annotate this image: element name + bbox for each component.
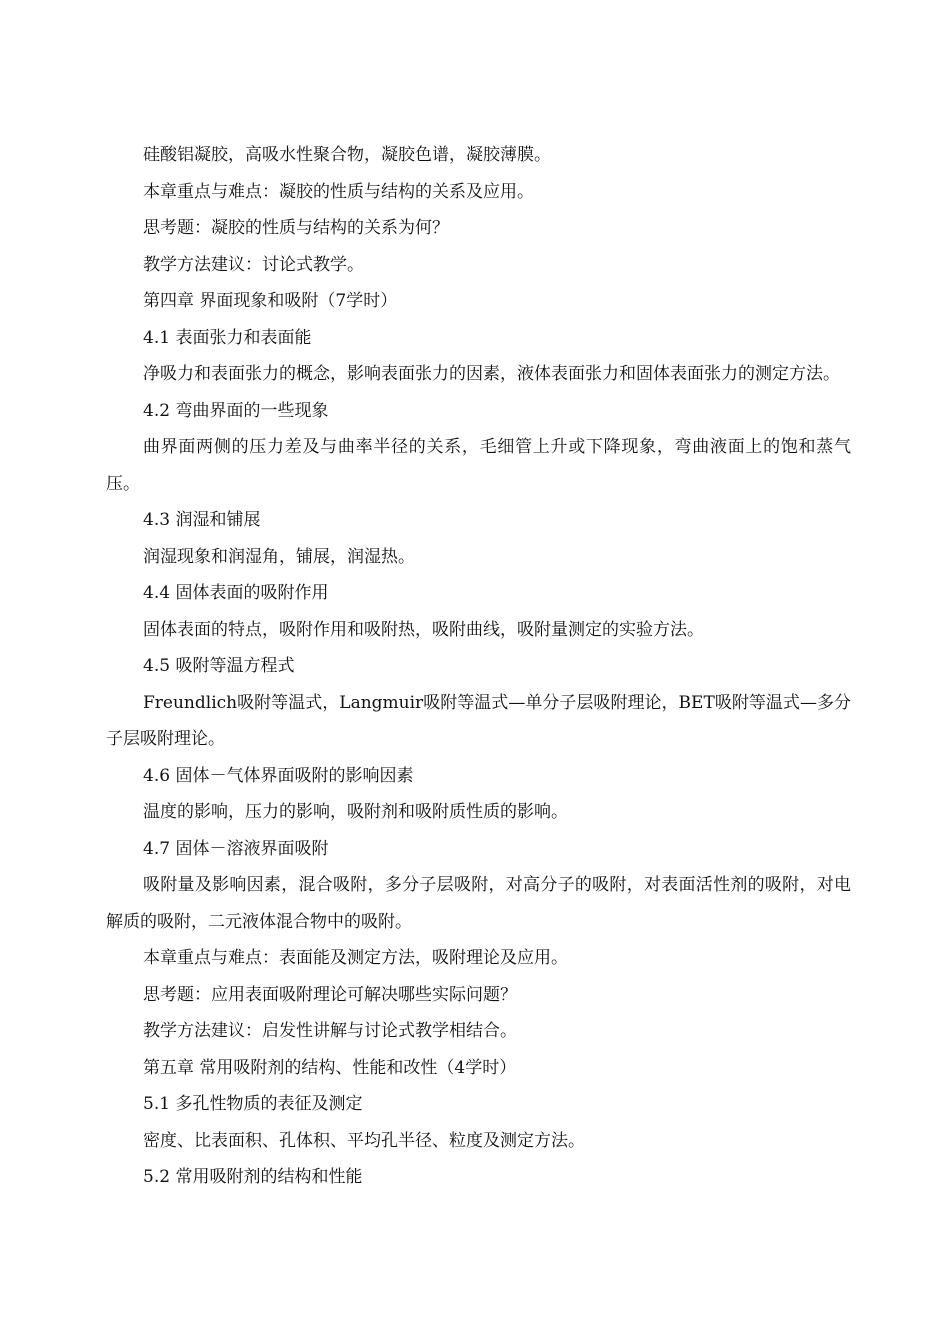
- section-4-4-heading: 4.4 固体表面的吸附作用: [143, 583, 329, 603]
- paragraph-key-points: 本章重点与难点：凝胶的性质与结构的关系及应用。: [143, 181, 534, 202]
- section-5-1-body: 密度、比表面积、孔体积、平均孔半径、粒度及测定方法。: [143, 1130, 585, 1151]
- section-4-2-body: 曲界面两侧的压力差及与曲率半径的关系，毛细管上升或下降现象，弯曲液面上的饱和蒸气压。: [106, 437, 851, 494]
- section-4-5-body: Freundlich吸附等温式，Langmuir吸附等温式—单分子层吸附理论，BET吸附等温式—多分子层吸附理论。: [106, 692, 851, 749]
- chapter-5-heading: 第五章 常用吸附剂的结构、性能和改性（4学时）: [143, 1057, 517, 1078]
- section-5-2-heading: 5.2 常用吸附剂的结构和性能: [143, 1167, 363, 1187]
- section-4-5-heading: 4.5 吸附等温方程式: [143, 656, 295, 676]
- section-4-6-body: 温度的影响，压力的影响，吸附剂和吸附质性质的影响。: [143, 802, 568, 822]
- section-4-3-heading: 4.3 润湿和铺展: [143, 510, 261, 530]
- chapter-4-teaching-method: 教学方法建议：启发性讲解与讨论式教学相结合。: [143, 1021, 517, 1041]
- section-4-4-body: 固体表面的特点，吸附作用和吸附热，吸附曲线，吸附量测定的实验方法。: [143, 619, 704, 640]
- section-5-1-heading: 5.1 多孔性物质的表征及测定: [143, 1094, 363, 1114]
- section-4-2-heading: 4.2 弯曲界面的一些现象: [143, 400, 329, 421]
- section-4-6-heading: 4.6 固体－气体界面吸附的影响因素: [143, 765, 414, 786]
- section-4-7-body: 吸附量及影响因素，混合吸附，多分子层吸附，对高分子的吸附，对表面活性剂的吸附，对电解质的吸附，二元液体混合物中的吸附。: [106, 875, 851, 932]
- section-4-1-heading: 4.1 表面张力和表面能: [143, 327, 312, 348]
- section-4-3-body: 润湿现象和润湿角，铺展，润湿热。: [143, 546, 415, 567]
- paragraph-question: 思考题：凝胶的性质与结构的关系为何？: [143, 218, 449, 238]
- section-4-7-heading: 4.7 固体－溶液界面吸附: [143, 838, 329, 859]
- chapter-4-question: 思考题：应用表面吸附理论可解决哪些实际问题？: [143, 984, 517, 1005]
- paragraph-gel-list: 硅酸铝凝胶，高吸水性聚合物，凝胶色谱，凝胶薄膜。: [143, 145, 551, 165]
- paragraph-teaching-method: 教学方法建议：讨论式教学。: [143, 254, 364, 275]
- section-4-1-body: 净吸力和表面张力的概念，影响表面张力的因素，液体表面张力和固体表面张力的测定方法。: [143, 364, 840, 384]
- chapter-4-key-points: 本章重点与难点：表面能及测定方法，吸附理论及应用。: [143, 948, 568, 968]
- document-body: [106, 137, 851, 1196]
- chapter-4-heading: 第四章 界面现象和吸附（7学时）: [143, 291, 398, 311]
